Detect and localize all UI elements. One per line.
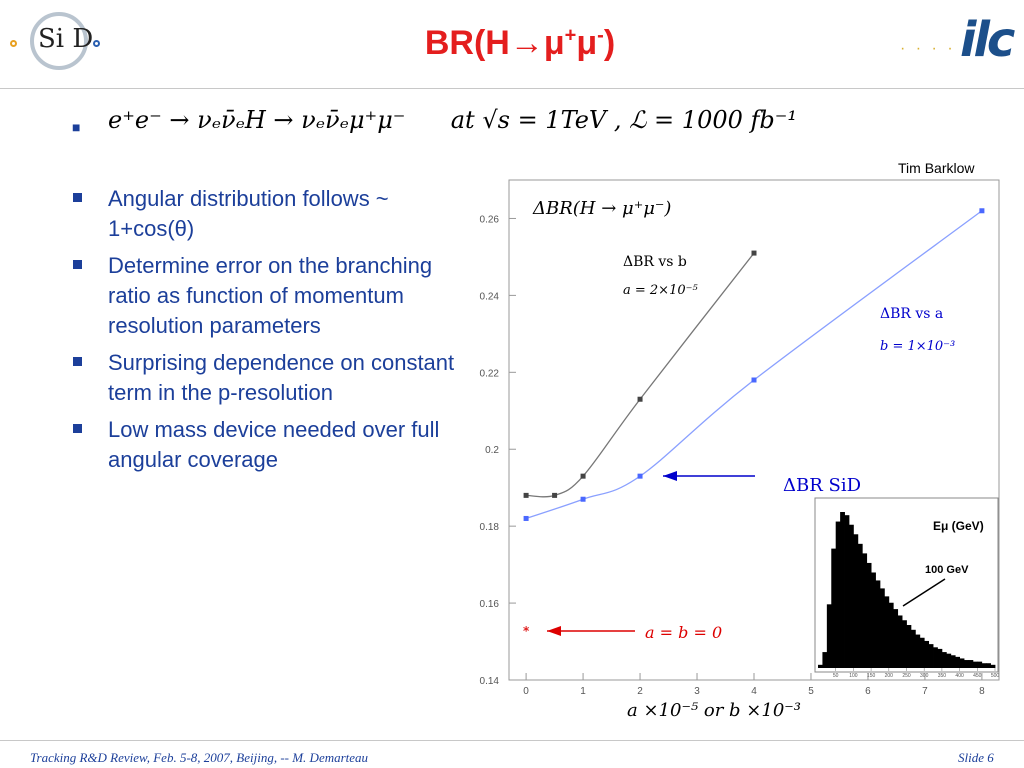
inset-title: Eμ (GeV) [933,519,984,533]
conditions-text: at √s = 1TeV , ℒ = 1000 fb⁻¹ [450,106,798,134]
sid-logo [8,10,108,72]
histogram-bar [951,655,956,668]
histogram-bar [880,588,885,668]
x-axis-label: a ×10⁻⁵ or b ×10⁻³ [627,700,801,721]
series-b-label: ΔBR vs b [623,254,687,270]
histogram-bar [933,647,938,668]
y-tick-label: 0.18 [479,522,499,534]
bullet-square-icon [73,193,82,202]
header-divider [0,88,1024,89]
inset-tick-label: 450 [973,673,982,679]
ilc-logo [900,10,1020,72]
x-tick-label: 7 [922,686,928,697]
bullet-square-icon [73,424,82,433]
title-base: BR(H→μ [424,24,565,62]
logo-dot-left [10,40,17,47]
histogram-bar [982,663,987,668]
series-a-label: ΔBR vs a [880,306,944,322]
title-minus: - [597,24,604,47]
bullet-text: Low mass device needed over full angular coverage [108,417,440,472]
histogram-bar [902,620,907,668]
inset-marker-label: 100 GeV [925,564,969,576]
data-point [638,474,643,479]
y-tick-label: 0.16 [479,599,499,611]
footer-citation: Tracking R&D Review, Feb. 5-8, 2007, Beijing, -- M. Demarteau [30,750,369,765]
histogram-bar [964,660,969,668]
histogram-bar [977,662,982,668]
slide-title [380,24,660,63]
histogram-bar [946,654,951,668]
x-tick-label: 1 [580,686,586,697]
sid-logo-text: Si D [38,24,94,54]
histogram-bar [937,649,942,668]
ilc-logo-text: ilc [960,12,1013,68]
histogram-bar [831,549,836,668]
histogram-bar [862,553,867,668]
branching-ratio-chart [455,158,1015,728]
histogram-bar [889,603,894,668]
zero-point: * [522,624,530,638]
histogram-bar [884,596,889,668]
bullet-text: Angular distribution follows ~ 1+cos(θ) [108,186,389,241]
histogram-bar [968,660,973,668]
histogram-bar [822,652,827,668]
slide-number: Slide 6 [958,750,994,765]
histogram-bar [955,657,960,668]
histogram-bar [849,525,854,668]
x-tick-label: 8 [979,686,985,697]
bullet-list [70,184,460,482]
histogram-bar [845,515,850,668]
inset-tick-label: 400 [955,673,964,679]
bullet-text: Surprising dependence on constant term in the p-resolution [108,350,455,405]
title-mu: μ [576,24,598,62]
series-b-params: a = 2×10⁻⁵ [623,283,698,298]
title-plus: + [564,24,577,47]
x-tick-label: 6 [865,686,871,697]
histogram-bar [920,638,925,668]
process-formula [108,106,797,134]
histogram-bar [893,609,898,668]
sid-annotation: ΔBR SiD [783,475,862,496]
histogram-bar [929,644,934,668]
histogram-bar [867,563,872,668]
histogram-bar [986,663,991,668]
chart-title: ΔBR(H → μ⁺μ⁻) [533,198,672,219]
inset-tick-label: 200 [884,673,893,679]
inset-tick-label: 350 [937,673,947,679]
bullet-square-icon [73,357,82,366]
footer-divider [0,740,1024,741]
logo-dot-right [93,40,100,47]
histogram-bar [898,615,903,668]
data-point [581,474,586,479]
ilc-logo-dots: · · · · [900,40,956,57]
data-point [752,378,757,383]
y-tick-label: 0.22 [479,368,499,380]
y-tick-label: 0.24 [479,291,499,303]
histogram-bar [840,512,845,668]
data-point [581,497,586,502]
series-a-params: b = 1×10⁻³ [880,339,956,354]
histogram-bar [960,658,965,668]
formula-bullet-icon: ■ [72,119,81,135]
histogram-bar [836,522,841,668]
bullet-item [70,251,460,341]
histogram-bar [907,625,912,668]
x-tick-label: 2 [637,686,643,697]
data-point [752,251,757,256]
y-tick-label: 0.14 [479,676,499,687]
bullet-item [70,348,460,408]
inset-tick-label: 250 [902,673,911,679]
inset-tick-label: 150 [866,673,876,679]
x-tick-label: 3 [694,686,700,697]
bullet-item [70,184,460,244]
histogram-bar [915,635,920,668]
histogram-bar [871,572,876,668]
histogram-bar [858,544,863,668]
x-tick-label: 5 [808,686,814,697]
histogram-bar [911,630,916,668]
histogram-bar [973,662,978,668]
inset-histogram [815,498,999,679]
inset-tick-label: 100 [849,673,858,679]
title-close: ) [603,24,616,62]
bullet-item [70,415,460,475]
chart-credit: Tim Barklow [898,160,975,176]
data-point [524,493,529,498]
inset-tick-label: 50 [832,673,839,679]
histogram-bar [827,604,832,668]
inset-tick-label: 500 [990,673,1000,679]
zero-annotation: a = b = 0 [645,623,723,642]
data-point [638,397,643,402]
data-point [552,493,557,498]
histogram-bar [853,534,858,668]
histogram-bar [942,652,947,668]
data-point [979,208,984,213]
histogram-bar [876,580,881,668]
inset-tick-label: 300 [920,673,929,679]
process-text: e⁺e⁻ → νₑν̄ₑH → νₑν̄ₑμ⁺μ⁻ [108,106,406,134]
histogram-bar [991,665,996,668]
bullet-text: Determine error on the branching ratio as function of momentum resolution parameters [108,253,433,338]
bullet-square-icon [73,260,82,269]
y-tick-label: 0.2 [485,445,499,457]
x-tick-label: 0 [523,686,529,697]
data-point [524,516,529,521]
x-tick-label: 4 [751,686,757,697]
histogram-bar [924,641,929,668]
y-tick-label: 0.26 [479,214,499,226]
histogram-bar [818,665,823,668]
